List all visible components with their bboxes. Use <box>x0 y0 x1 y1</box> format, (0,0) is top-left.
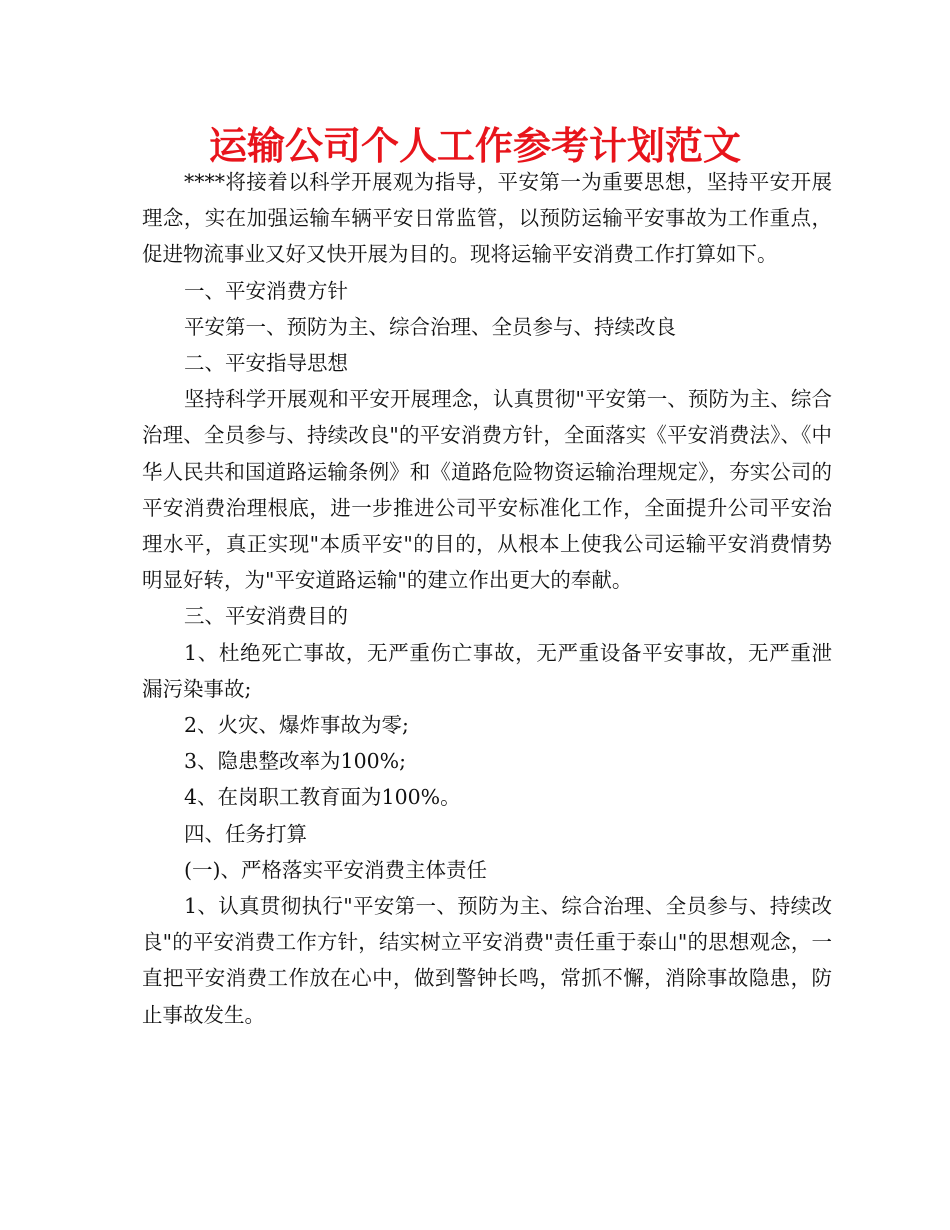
section-heading-2: 二、平安指导思想 <box>184 351 348 376</box>
goal-item-4: 4、在岗职工教育面为100%。 <box>184 785 461 810</box>
goal-item-2: 2、火灾、爆炸事故为零; <box>184 713 409 738</box>
section-heading-3: 三、平安消费目的 <box>184 604 348 629</box>
goal-item-1: 1、杜绝死亡事故，无严重伤亡事故，无严重设备平安事故，无严重泄漏污染事故; <box>142 640 832 701</box>
paragraph-intro: ****将接着以科学开展观为指导，平安第一为重要思想，坚持平安开展理念，实在加强运输车辆平安日常监管，以预防运输平安事故为工作重点，促进物流事业又好又快开展为目的。现将运输平安消费工作打算如下。 <box>142 170 832 267</box>
section-heading-4: 四、任务打算 <box>184 821 307 846</box>
document-title: 运输公司个人工作参考计划范文 <box>208 124 741 168</box>
paragraph-policy: 平安第一、预防为主、综合治理、全员参与、持续改良 <box>184 314 676 339</box>
subsection-heading-1: (一)、严格落实平安消费主体责任 <box>184 857 487 882</box>
section-heading-1: 一、平安消费方针 <box>184 278 348 303</box>
goal-item-3: 3、隐患整改率为100%; <box>184 749 407 774</box>
document-body <box>142 164 832 1033</box>
task-item-1: 1、认真贯彻执行"平安第一、预防为主、综合治理、全员参与、持续改良"的平安消费工作方针，结实树立平安消费"责任重于泰山"的思想观念，一直把平安消费工作放在心中，做到警钟长鸣，常抓不懈，消除事故隐患，防止事故发生。 <box>142 894 832 1027</box>
paragraph-guiding-thought: 坚持科学开展观和平安开展理念，认真贯彻"平安第一、预防为主、综合治理、全员参与、持续改良"的平安消费方针，全面落实《平安消费法》、《中华人民共和国道路运输条例》和《道路危险物资运输治理规定》，夯实公司的平安消费治理根底，进一步推进公司平安标准化工作，全面提升公司平安治理水平，真正实现"本质平安"的目的，从根本上使我公司运输平安消费情势明显好转，为"平安道路运输"的建立作出更大的奉献。 <box>142 387 832 593</box>
